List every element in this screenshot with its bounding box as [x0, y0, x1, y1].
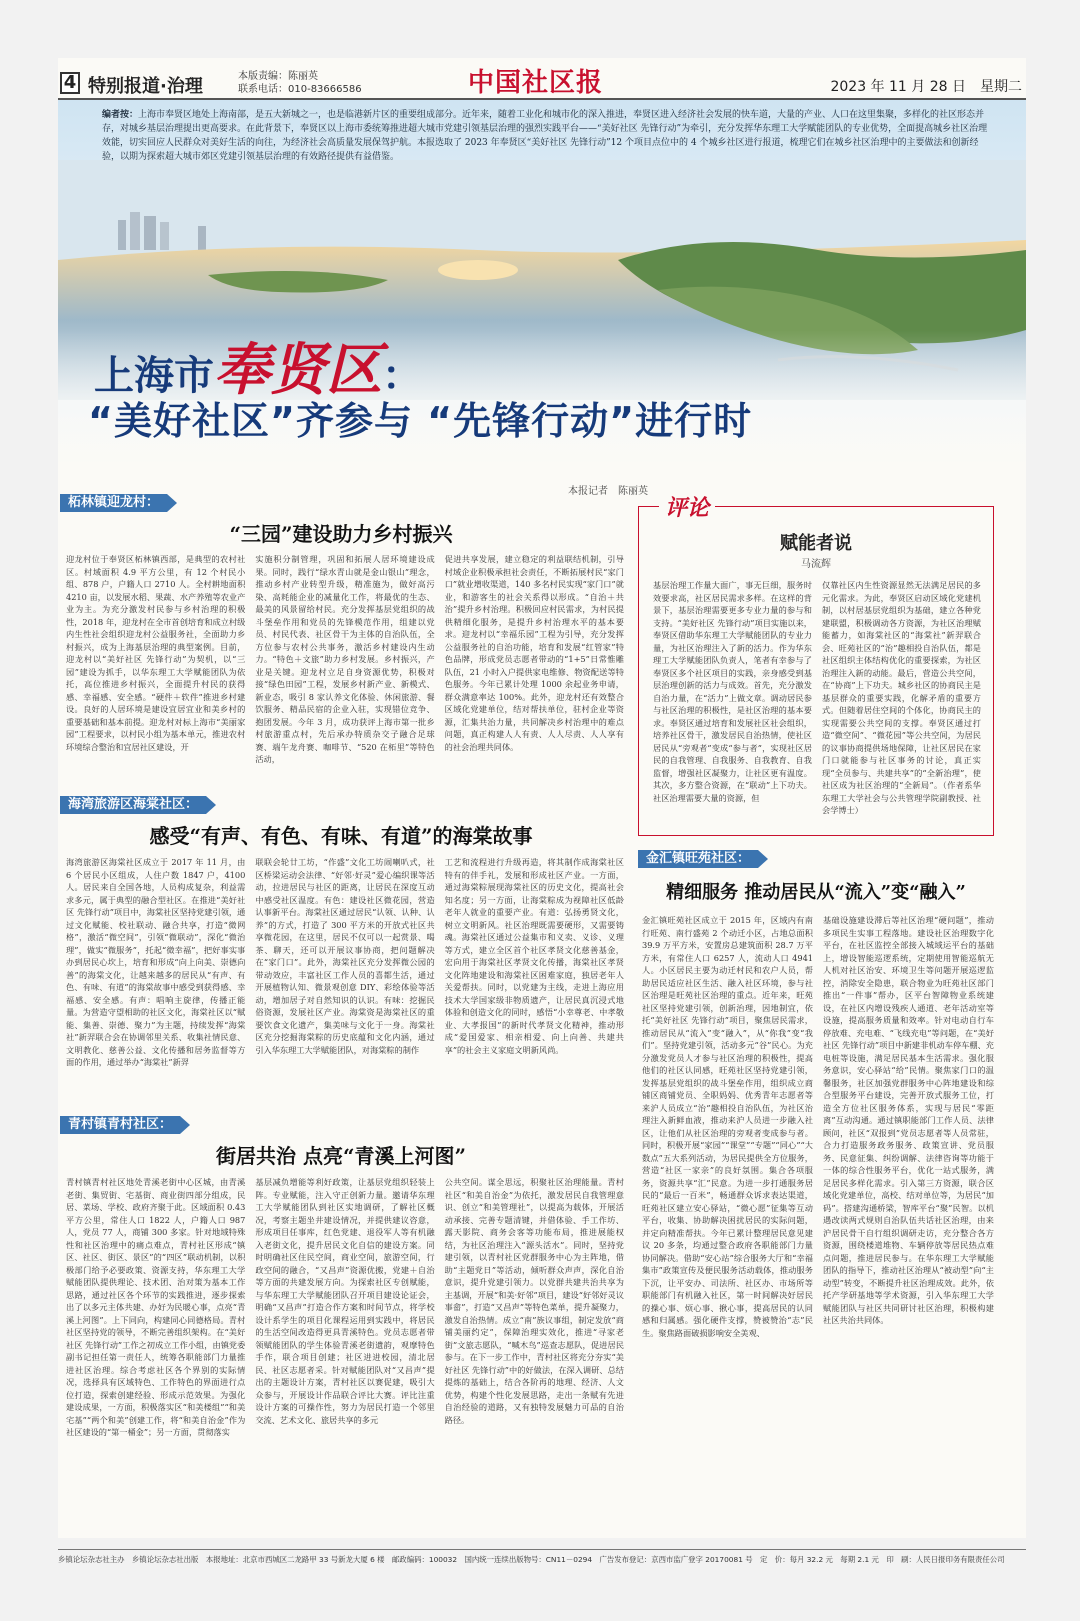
hero-title-highlight: 奉贤区: [214, 337, 382, 403]
hero-subtitle: “美好社区”齐参与 “先锋行动”进行时: [88, 399, 753, 443]
commentary-box: [638, 495, 994, 836]
newspaper-page: [58, 58, 1026, 1538]
masthead: [58, 58, 1026, 100]
article-tag-wangyuan: 金汇镇旺苑社区：: [638, 850, 758, 868]
article-body-wangyuan: [642, 914, 994, 1514]
hero-title-colon: ：: [382, 352, 422, 399]
editors-note: [102, 108, 992, 164]
article-column: 海湾旅游区海棠社区成立于 2017 年 11 月，由 6 个居民小区组成，人住户数 1847 户，4100 人。居民来自全国各地，人员构成复杂，利益需求多元，属于典型的融合型社区。在推进“美好社区 先锋行动”项目中，海棠社区坚持党建引领，通过文化赋能、校社联动、融合共享，打造“微网格”，激活“微空间”，引领“微联动”，深化“微治理”，做实“微服务”，托起“微幸福”，把好事实事办到居民心坎上，培育和形成“向上向美、崇德向善”的海棠文化，让越来越多的居民从“有声、有色、有味、有道”的海棠故事中感受到获得感、幸福感、安全感。有声：唱响主旋律，传播正能量。为营造守望相助的社区文化，海棠社区以“赋能、集善、崇德、聚力”为主题，持续发挥“海棠社”新羿联合会在协调邻里关系、收集社情民意、文明教化、慈善公益、文化传播和居务监督等方面的作用，通过举办“海棠社”新羿: [66, 857, 246, 1067]
newspaper-logo: 中国社区报: [468, 68, 604, 98]
editor-name: 本版责编：陈丽英: [238, 71, 318, 82]
article-column: 基层减负增能等利好政策，让基层党组织轻装上阵。专业赋能，注入守正创新力量。邀请华东理工大学赋能团队到社区实地调研，了解社区概况，考察主题坐井建设情况，并提供建议咨意，形成项目任事库，红色党建、退役军人等有机融入老街文化，提升居民文化自信的建设方案。同时明确社区住民空间，商业空间，旅游空间，行政空间的融合，“又昌声”资源优搬，党建＋自治等方面的共建发展方向。为探索社区专创赋能，与华东理工大学赋能团队召开项目建设论证会，明确“又昌声”打造合作方案和时间节点，将学校设计系学生的项目化课程运用到实践中，将居民的生活空间改造得更具青溪特色。党员志愿者带领赋能团队的学生体验青溪老街遗韵，观摩特色手作，联合项目创建；社区进进校园，清北居民、社区志愿者采。针对赋能团队对“又昌声”提出的主题设计方案，青村社区以赛促建，吸引大众参与，开展设计作品联合评比大赛。评比注重设计方案的可操作性，努力为居民打造一个邻里交流、艺术文化、旅居共享的多元: [255, 1177, 435, 1425]
article-headline-wangyuan: 精细服务 推动居民从“流入”变“融入”: [666, 882, 966, 903]
commentary-body: [653, 579, 981, 827]
page-number: 4: [60, 72, 80, 94]
commentary-title: 赋能者说: [780, 533, 852, 554]
publication-footer: 乡镇论坛杂志社主办 乡镇论坛杂志社出版 本报地址：北京市西城区二龙路甲 33 号新龙大厦 6 楼 邮政编码：100032 国内统一连续出版物号：CN11－0294 广告发布登记：京西市监广登字 20170081 号 定 价：每月 32.2 元 每期 2.1 元 印 刷：人民日报印务有限责任公司: [58, 1549, 1026, 1565]
commentary-author: 马流辉: [801, 559, 831, 570]
article-column: 联联会轮廿工坊，“作盛”文化工坊闹喇叭式，社区桥梁运动会法律、“好邻·好灵”爱心编织课等活动，拉进居民与社区的距离，让居民在深度互动中感受社区温度。有色：建设社区微花园，营造认事新平台。海棠社区通过居民“认领、认种、认养”的方式，打造了 300 平方米的开放式社区共享微花园，在这里，居民不仅可以一起赏景、喝茶、聊天，还可以开展议事协商，把问题解决在“家门口”。此外，海棠社区充分发挥微公园的带动效应，丰富社区工作人员的喜都生活，通过开展植物认知、微景观创意 DIY、彩绘体验等活动，增加居子对自然知识的认识。有味：挖掘民俗资源，发展社区产业。海棠资是海棠社区的重要饮食文化遗产，集美味与文化于一身。海棠社区充分挖掘海棠粽的历史底蕴和文化内涵，通过引入华东理工大学赋能团队，对海棠粽的制作: [255, 857, 435, 1055]
commentary-column: 仅靠社区内生性资源显然无法满足居民的多元化需求。为此，奉贤区启动区域化党建机制，以村居基层党组织为基础，建立各种党建联盟，积极调动各方资源，为社区治理赋能蓄力，如海棠社区的“海棠社”新羿联合会、旺苑社区的“治”趣相投自治队伍，都是社区组织主体结构优化的重要探索，为社区治理注入新的动能。最后，营造公共空间，在“协商”上下功夫。城乡社区的协商民主是基层群众的重要实践，化解矛盾的重要方式。但随着居住空间的个体化，协商民主的实现需要公共空间的支撑。奉贤区通过打造“微空间”、“微花园”等公共空间，为居民的议事协商提供场地保障，让社区居民在家门口就能参与社区事务的讨论，真正实现“全员参与、共建共享”的“全新治理”，使社区成为社区治理的“全新局”。（作者系华东理工大学社会与公共管理学院副教授、社会学博士）: [822, 580, 981, 815]
commentary-column: 基层治理工作量大面广，事无巨细，服务时效要求高，社区居民需求多样。在这样的背景下，基层治理需要更多专业力量的参与和支持。“美好社区 先锋行动”项目实施以来，奉贤区借助华东理工大学赋能团队的专业力量，为社区治理注入了新的活力。作为华东理工大学赋能团队负责人，笔者有幸参与了奉贤区多个社区项目的实践，亲身感受到基层治理创新的活力与成效。首先，充分激发自治力量，在“活力”上做文章。调动居民参与社区治理的积极性，是社区治理的基本要求。奉贤区通过培育和发展社区社会组织，培养社区骨干，激发居民自治热情，使社区居民从“旁观者”变成“参与者”，实现社区居民的自我管理、自我服务、自我教育、自我监督，增强社区凝聚力，让社区更有温度。其次，多方整合资源，在“联动”上下功夫。社区治理需要大量的资源，但: [653, 580, 812, 803]
reporter-byline: 本报记者 陈丽英: [568, 486, 648, 497]
article-column: 促进共享发展，建立稳定的利益联结机制，引导村域企业积极承担社会责任，不断拓展村民“家门口”就业增收渠道，140 多名村民实现“家门口”就业，和游客生的社会关系得以形成。“自治＋共治”提升乡村治理。积极回应村民需求，为村民提供精细化服务，是提升乡村治理水平的基本要求。迎龙村以“幸福乐园”工程为引导，充分发挥公益服务社的自治功能，培育和发展“红管家”特色品牌，形成党员志愿者带动的“1+5”日常惟雕队伍，21 小时入户提供家电维修、物资配送等特色服务。今年已累计处理 1000 余起业务申请，群众满意率达 100%。此外，迎龙村还有效整合区域化党建单位，结对帮扶单位，驻村企业等资源，汇集共治力量，共同解决乡村治理中的难点问题，真正构建人人有责、人人尽责、人人享有的社会治理共同体。: [444, 554, 624, 752]
article-column: 迎龙村位于奉贤区柘林镇西部，是典型的农村社区。村域面积 4.9 平方公里，有 12 个村民小组、878 户，户籍人口 2710 人。全村耕地面积 4210 亩，以发展水稻、果蔬、水产养殖等农业产业为主。为充分激发村民参与乡村治理的积极性，2018 年，迎龙村在全市首创培育和成立村级内生性社会组织迎龙村公益服务社，全面助力乡村振兴，成为上海基层治理的典型案例。目前，迎龙村以“美好社区 先锋行动”为契机，以“三园”建设为抓手，以华东理工大学赋能团队为依托，高位推进乡村振兴，全面提升村民的获得感、幸福感、安全感。“硬件＋软件”推进乡村建设。良好的人居环境是建设宜居宜业和美乡村的重要基础和基本前提。迎龙村对标上海市“美丽家园”工程要求，以村民小组为基本单元，推进农村环境综合整治和宜居社区建设，开: [66, 554, 246, 752]
article-headline-yinglong: “三园”建设助力乡村振兴: [229, 522, 453, 546]
hero-banner: [58, 100, 1026, 497]
article-tag-qingcun: 青村镇青村社区：: [60, 1116, 180, 1134]
article-body-qingcun: [66, 1176, 624, 1526]
article-column: 工艺和流程进行升级再造，将其制作成海棠社区特有的伴手礼，发展和形成社区产业。一方面，通过海棠粽展现海棠社区的历史文化，提高社会知名度；另一方面，让海棠粽成为视障社区低龄老年人就业的重要产业。有道：弘扬勇贤文化，树立文明新风。社区治理既需要硬形，又需要铸魂。海棠社区通过公益集市和义卖、义诊、义理等方式，建立全区首个社区孝贤文化慈善基金，宏向用于海棠社区孝贤文化传播，海棠社区孝贤文化阵地建设和海棠社区困难家庭，独居老年人关爱帮扶。同时，以党建为主线，走进上海应用技术大学国家级非物质遗产，让居民真沉浸式地体验和创造文化的同时，感悟“小幸尊老、中孝敬业、大孝报国”的新时代孝贤文化精神，推动形成“爱国爱家、相亲相爱、向上向善、共建共享”的社会主义家庭文明新风尚。: [444, 857, 624, 1055]
article-tag-haitang: 海湾旅游区海棠社区：: [60, 796, 206, 814]
article-headline-qingcun: 街居共治 点亮“青溪上河图”: [216, 1144, 466, 1168]
editors-note-label: 编者按：: [102, 110, 139, 120]
article-column: 基础设施建设滞后等社区治理“硬问题”，推动多项民生实事工程落地。建设社区治理数字化平台，在社区监控全部接入城域运平台的基础上，增设智能巡逻系统，定期使用智能巡航无人机对社区治安、环境卫生等问题开展巡逻监控，消除安全隐患，联合物业为旺苑社区部门推出“一件事”帮办，区平台智障物业系统建设，在社区内增设残疾人通道、老年活动室等设施，提高服务质量和效率。针对电动自行车停放难、充电难、“飞线充电”等问题，在“美好社区 先锋行动”项目中新建非机动车停车棚、充电桩等设施，满足居民基本生活需求。强化服务意识，安心驿站“给”民情。聚焦家门口的温馨服务，社区加强党群服务中心阵地建设和综合型服务平台建设，完善开放式服务工位，打造全方位社区服务体系，实现与居民“零距离”互动沟通。通过镇职能部门工作人员、法律顾问，社区“双报到”党员志愿者等人员常驻，合力打造服务政务服务、政策宣讲、党员服务、民意征集、纠纷调解、法律咨询等功能于一体的综合性服务平台，优化一站式服务，满足居民多样化需求。引入第三方资源，联合区域化党建单位，高校、结对单位等，为居民“加码”。搭建沟通桥梁，智库平台“聚”民智。以机遇改读两式规则自治队伍共话社区治理，由来沪居民骨干自行组织调研走访，充分整合各方资源，围绕楼道堆物、车辆停放等居民热点难点问题，推进居民参与。在华东理工大学赋能团队的指导下，推动社区治理从“被动型”向“主动型”转变，不断提升社区治理成效。此外，依托产学研基地等学术资源，引入华东理工大学赋能团队与社区共同研讨社区治理，积极构建社区共治共同体。: [823, 915, 994, 1325]
issue-date: 2023 年 11 月 28 日 星期二: [830, 79, 1022, 95]
article-column: 公共空间。谋全思远，积聚社区治理能量。青村社区“和美自治金”为依托，激发居民自我管理意识、创立“和美管理社”，以提高为载体，开展活动承接、完善专题清键，并借体验、手工作坊、露天影院、商务会客等功能布局，推进展能权结，为社区治理注入“源头活水”。同时，坚持党建引领，以青村社区党群服务中心为主阵地，借助“主题党日”等活动，倾听群众声声，深化自治意识，提升党建引领力。以党群共建共治共享为主基调，开展“和美·好邻”项目，建设“好邻好灵议事畲”，打造“又昌声”等特色菜单，提升凝聚力，激发自治热情。成立“南”族议事组，制定发放“商铺美丽约定”，保障治理实效化，推进“寻家老街”文旅志愿队，“喊木鸟”巡查志愿队，促进居民参与。在下一步工作中，青村社区将充分夯实“美好社区 先锋行动”中的好做法，在深入调研、总结提炼的基础上，结合各阶再的地理、经济、人文优势，构建个性化发展思路，走出一条赋有先进自治经验的道路，又有独特发展魅力可品的自治路径。: [444, 1177, 624, 1425]
editors-note-text: 上海市奉贤区地处上海南部，是五大新城之一，也是临港新片区的重要组成部分。近年来，随着工业化和城市化的深入推进，奉贤区进入经济社会发展的快车道，大量的产业、人口在这里集聚，多样化的社区形态并存，对城乡基层治理提出更高要求。在此背景下，奉贤区以上海市委统筹推进超大城市党建引领基层治理的强烈实践平台——“美好社区 先锋行动”为牵引，充分发挥华东理工大学赋能团队的专业优势，全面提高城乡社区治理效能，切实回应人民群众对美好生活的向往，为经济社会高质量发展保驾护航。本报选取了 2023 年奉贤区“美好社区 先锋行动”12 个项目点位中的 4 个城乡社区进行报道，梳理它们在城乡社区治理中的主要做法和创新经验，以期为探索超大城市郊区党建引领基层治理的有效路径提供有益借鉴。: [102, 110, 988, 162]
section-title: 特别报道·治理: [88, 76, 203, 97]
article-body-haitang: [66, 856, 624, 1106]
article-headline-haitang: 感受“有声、有色、有味、有道”的海棠故事: [149, 824, 533, 848]
editor-phone: 联系电话：010-83666586: [238, 84, 362, 95]
editor-info: [238, 70, 362, 96]
article-column: 实施积分制管理，巩固和拓展人居环境建设成果。同时，践行“绿水青山就是金山银山”理念，推动乡村产业转型升级，精准施为，做好高污染、高耗能企业的减量化工作，将最优的生态、最美的风景留给村民。充分发挥基层党组织的战斗堡垒作用和党员的先锋模范作用，组建以党员、村民代表、社区骨干为主体的自治队伍，全方位参与农村公共事务，激活乡村建设内生动力。“特色＋文旅”助力乡村发展。乡村振兴，产业是关键。迎龙村立足自身资源优势，积极对接“绿色田园”工程，发展乡村新产业、新模式、新业态，吸引 8 家认养文化体验、休闲旅游、餐饮服务、精品民宿的企业入驻，实现错位竞争、抱团发展。今年 3 月，成功获评上海市第一批乡村旅游重点村，先后承办特质杂交子融合足球赛、端午龙舟赛、咖啡节、“520 在柘里”等特色活动，: [255, 554, 435, 764]
hero-title-prefix: 上海市: [94, 352, 214, 399]
article-tag-yinglong: 柘林镇迎龙村：: [60, 494, 167, 512]
article-body-yinglong: [66, 553, 624, 783]
article-column: 青村镇青村社区地处青溪老街中心区城，由青溪老街、集贸街、宅基街、商业街四部分组成，民居、菜场、学校、政府齐聚于此。区域面积 0.43 平方公里，常住人口 1822 人，户籍人口 987 人，党员 77 人，商铺 300 多家。针对地域特殊性和社区治理中的痛点难点，青村社区形成“镇区、社区、街区、景区”的“四区”联动机制，以积极部门给予必要政策、资源支持，华东理工大学赋能团队提供理论、技术团、治对策为基本工作思路，通过社区各个环节的实践推进，逐步探索出了以多元主体共建、办好为民暖心事，点亮“青溪上河图”。上下同向，构建同心同德格局。青村社区坚持党的领导，不断完善组织架构。在“美好社区 先锋行动”工作之初成立工作小组，由镇党委副书记担任第一责任人，统筹各职能部门力量推进社区治理。综合考虑社区各个界别的实际情况，选择具有区域特色、工作特色的界面进行点位打造，探索创建经验、形成示范效果。为强化建设成果，一方面，积极落实区“和美楼组”“和美宅基”“两个和美”创建工作，将“和美自治金”作为社区建设的“第一桶金”；另一方面，贯彻落实: [66, 1177, 246, 1437]
article-column: 金汇镇旺苑社区成立于 2015 年，区域内有南行旺苑、南行盛苑 2 个动迁小区，占地总面积 39.9 万平方米，安置房总建筑面积 28.7 万平方米，有常住人口 6257 人，流动人口 4941 人。小区居民主要为动迁村民和农户人员，帮助居民适应社区生活、融入社区环境，参与社区治理是旺苑社区治理的重点。近年来，旺苑社区坚持党建引领，创新治理，因地制宜，依托“美好社区 先锋行动”项目，聚焦居民需求，推动居民从“流入”变“融入”，从“你我”变“我们”。坚持党建引领，活动多元“谷”民心。为充分激发党员人才参与社区治理的积极性，提高他们的社区认同感，旺苑社区坚持党建引领，发挥基层党组织的战斗堡垒作用，组织成立商铺区商铺党员、全职妈妈、优秀青年志愿者等来沪人员成立“治”趣相投自治队伍，为社区治理注入新鲜血液，推动来沪人员进一步融入社区，让他们从社区治理的旁观者变成参与者。同时，积极开展“家园”“课堂”“专题”“同心”“大数点”五大系列活动，为居民提供全方位服务，营造“社区一家亲”的良好氛围。集合各项服务，资源共享“汇”民意。为进一步打通服务居民的“最后一百米”，畅通群众诉求表达渠道，旺苑社区建立安心驿站，“微心愿”征集等互动平台，收集、协助解决困扰居民的实际问题，并定向精准帮扶。今年已累计整理居民意见建议 20 多条，均通过整合政府各职能部门力量协同解决。借助“安心站”综合服务大厅和“幸福集市”政策宣传及便民服务活动载体，推动服务下沉，让平安办、司法所、社区办、市场所等职能部门有机融入社区，第一时间解决好居民的操心事、烦心事、揪心事，提高居民的认同感和归属感。强化硬件支撑，赞被赞治“志”民生。聚焦路面破损影响安全美观、: [642, 915, 813, 1338]
commentary-label: 评论: [659, 491, 715, 522]
